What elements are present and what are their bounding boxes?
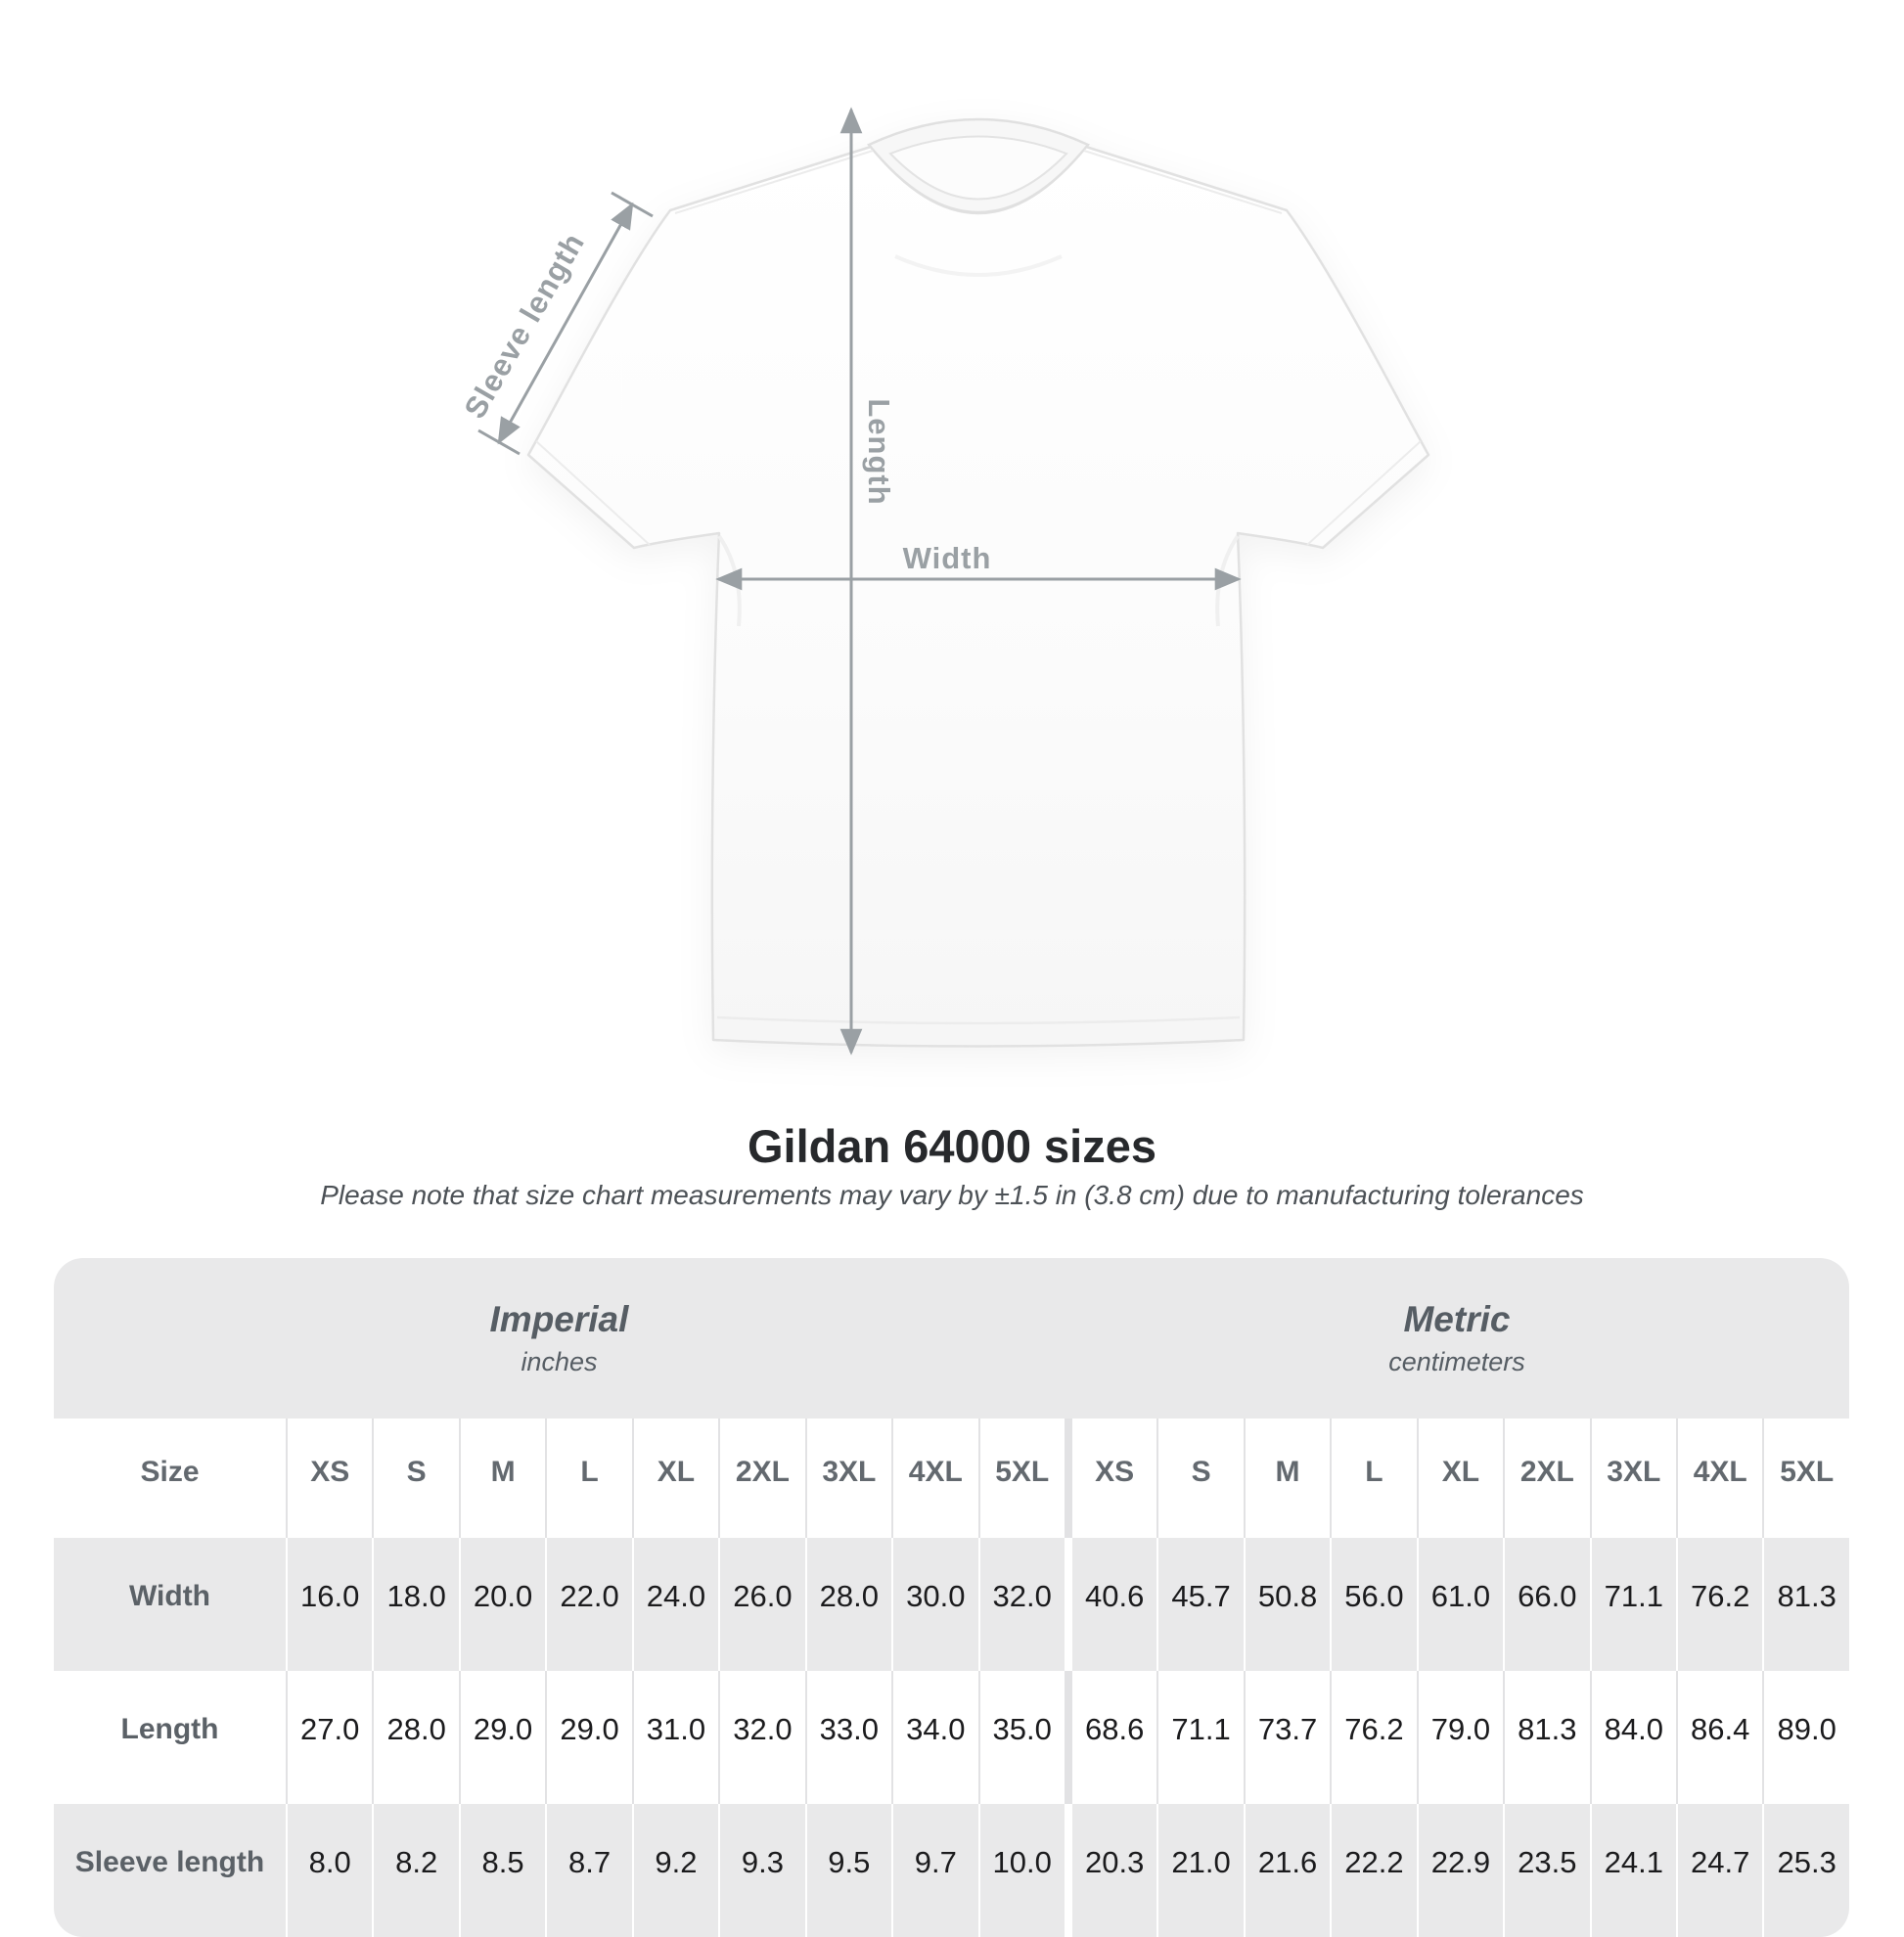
size-header-metric-4xl: 4XL: [1676, 1419, 1762, 1538]
value-sleeve-length-imperial-xl: 9.2: [632, 1804, 718, 1937]
value-sleeve-length-metric-l: 22.2: [1330, 1804, 1416, 1937]
value-length-metric-3xl: 84.0: [1590, 1671, 1676, 1804]
size-header-imperial-m: M: [459, 1419, 545, 1538]
measurement-row-sleeve-length: [54, 1804, 1849, 1937]
value-sleeve-length-metric-m: 21.6: [1244, 1804, 1330, 1937]
metric-label: Metric: [1403, 1299, 1511, 1339]
size-header-imperial-2xl: 2XL: [718, 1419, 804, 1538]
measurement-row-width: [54, 1538, 1849, 1671]
value-sleeve-length-imperial-l: 8.7: [545, 1804, 631, 1937]
size-header-imperial-s: S: [372, 1419, 458, 1538]
imperial-group-header: [54, 1258, 1065, 1419]
sleeve-arrow-end-tick: [478, 430, 520, 454]
value-sleeve-length-metric-2xl: 23.5: [1503, 1804, 1589, 1937]
value-sleeve-length-imperial-3xl: 9.5: [805, 1804, 891, 1937]
size-header-metric-l: L: [1330, 1419, 1416, 1538]
value-width-imperial-xl: 24.0: [632, 1538, 718, 1671]
value-length-imperial-s: 28.0: [372, 1671, 458, 1804]
sleeve-arrow-start-tick: [612, 193, 653, 216]
size-chart-table: [54, 1258, 1849, 1937]
value-length-metric-5xl: 89.0: [1762, 1671, 1849, 1804]
measurement-rows: [54, 1538, 1849, 1937]
size-header-metric-2xl: 2XL: [1503, 1419, 1589, 1538]
value-width-metric-l: 56.0: [1330, 1538, 1416, 1671]
size-header-imperial-l: L: [545, 1419, 631, 1538]
width-label: Width: [902, 541, 992, 575]
value-width-imperial-xs: 16.0: [286, 1538, 372, 1671]
value-length-metric-4xl: 86.4: [1676, 1671, 1762, 1804]
value-width-metric-xl: 61.0: [1417, 1538, 1503, 1671]
value-width-imperial-3xl: 28.0: [805, 1538, 891, 1671]
size-header-row: [54, 1419, 1849, 1538]
value-width-imperial-4xl: 30.0: [891, 1538, 977, 1671]
value-length-imperial-3xl: 33.0: [805, 1671, 891, 1804]
value-width-imperial-2xl: 26.0: [718, 1538, 804, 1671]
row-label-width: Width: [54, 1538, 286, 1671]
value-sleeve-length-metric-5xl: 25.3: [1762, 1804, 1849, 1937]
value-sleeve-length-imperial-2xl: 9.3: [718, 1804, 804, 1937]
value-width-metric-3xl: 71.1: [1590, 1538, 1676, 1671]
sleeve-length-label: Sleeve length: [457, 226, 592, 425]
row-label-sleeve-length: Sleeve length: [54, 1804, 286, 1937]
value-width-metric-2xl: 66.0: [1503, 1538, 1589, 1671]
tshirt-body: [528, 147, 1428, 1047]
size-header-imperial-xl: XL: [632, 1419, 718, 1538]
measurement-row-length: [54, 1671, 1849, 1804]
value-width-metric-s: 45.7: [1156, 1538, 1243, 1671]
imperial-units: inches: [521, 1347, 598, 1376]
size-header-metric-xl: XL: [1417, 1419, 1503, 1538]
value-length-metric-m: 73.7: [1244, 1671, 1330, 1804]
size-column-header: Size: [54, 1419, 286, 1538]
value-sleeve-length-metric-s: 21.0: [1156, 1804, 1243, 1937]
size-header-metric-5xl: 5XL: [1762, 1419, 1849, 1538]
size-header-metric-s: S: [1156, 1419, 1243, 1538]
value-sleeve-length-imperial-xs: 8.0: [286, 1804, 372, 1937]
value-sleeve-length-metric-xs: 20.3: [1070, 1804, 1156, 1937]
value-length-metric-2xl: 81.3: [1503, 1671, 1589, 1804]
value-length-imperial-4xl: 34.0: [891, 1671, 977, 1804]
value-sleeve-length-imperial-4xl: 9.7: [891, 1804, 977, 1937]
value-length-imperial-2xl: 32.0: [718, 1671, 804, 1804]
value-length-metric-l: 76.2: [1330, 1671, 1416, 1804]
value-sleeve-length-imperial-s: 8.2: [372, 1804, 458, 1937]
size-header-metric-3xl: 3XL: [1590, 1419, 1676, 1538]
page-title: Gildan 64000 sizes: [747, 1120, 1157, 1172]
value-width-metric-xs: 40.6: [1070, 1538, 1156, 1671]
value-sleeve-length-metric-3xl: 24.1: [1590, 1804, 1676, 1937]
row-label-length: Length: [120, 1713, 219, 1745]
value-length-imperial-m: 29.0: [459, 1671, 545, 1804]
size-header-metric-m: M: [1244, 1419, 1330, 1538]
value-sleeve-length-metric-xl: 22.9: [1417, 1804, 1503, 1937]
value-length-metric-xl: 79.0: [1417, 1671, 1503, 1804]
value-sleeve-length-imperial-m: 8.5: [459, 1804, 545, 1937]
value-width-imperial-l: 22.0: [545, 1538, 631, 1671]
length-label: Length: [862, 398, 896, 506]
size-header-imperial-3xl: 3XL: [805, 1419, 891, 1538]
value-length-metric-xs: 68.6: [1070, 1671, 1156, 1804]
unit-group-header-row: [54, 1258, 1849, 1419]
tshirt-image: [528, 119, 1428, 1047]
value-width-imperial-m: 20.0: [459, 1538, 545, 1671]
imperial-label: Imperial: [489, 1299, 629, 1339]
tolerance-note: Please note that size chart measurements may vary by ±1.5 in (3.8 cm) due to manufacturing tolerances: [320, 1180, 1584, 1210]
size-header-imperial-xs: XS: [286, 1419, 372, 1538]
value-width-imperial-s: 18.0: [372, 1538, 458, 1671]
value-sleeve-length-metric-4xl: 24.7: [1676, 1804, 1762, 1937]
value-width-metric-4xl: 76.2: [1676, 1538, 1762, 1671]
size-header-metric-xs: XS: [1070, 1419, 1156, 1538]
size-header-imperial-5xl: 5XL: [978, 1419, 1065, 1538]
value-sleeve-length-imperial-5xl: 10.0: [978, 1804, 1065, 1937]
value-length-imperial-5xl: 35.0: [978, 1671, 1065, 1804]
metric-group-header: [1065, 1258, 1849, 1419]
value-width-metric-5xl: 81.3: [1762, 1538, 1849, 1671]
value-length-imperial-xl: 31.0: [632, 1671, 718, 1804]
value-length-imperial-xs: 27.0: [286, 1671, 372, 1804]
value-length-imperial-l: 29.0: [545, 1671, 631, 1804]
size-header-imperial-4xl: 4XL: [891, 1419, 977, 1538]
value-length-metric-s: 71.1: [1156, 1671, 1243, 1804]
value-width-metric-m: 50.8: [1244, 1538, 1330, 1671]
metric-units: centimeters: [1388, 1347, 1525, 1376]
value-width-imperial-5xl: 32.0: [978, 1538, 1065, 1671]
